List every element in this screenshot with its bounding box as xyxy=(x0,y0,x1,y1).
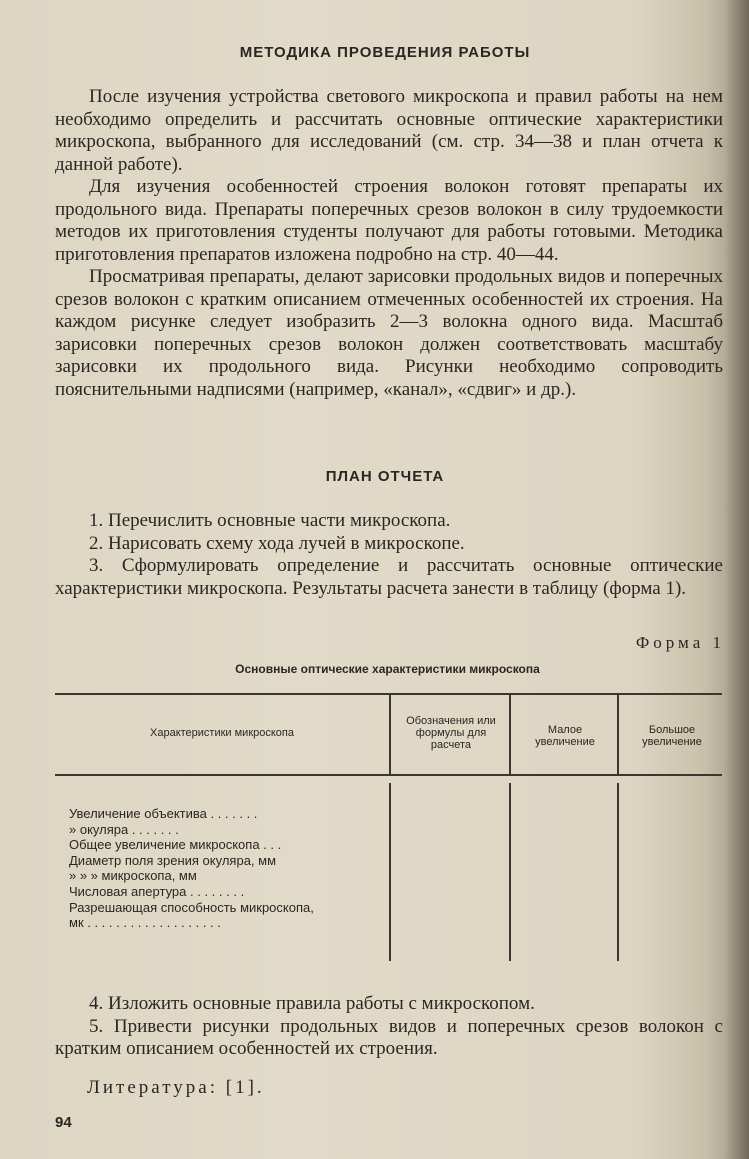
header-high-magnification: Большое увеличение xyxy=(642,724,702,748)
table-divider-1-header xyxy=(389,693,391,775)
table-divider-2 xyxy=(509,783,511,961)
plan-list-bottom xyxy=(55,993,723,1061)
method-text xyxy=(55,86,723,401)
form-label: Форма 1 xyxy=(635,633,725,652)
table-divider-3-header xyxy=(617,693,619,775)
plan-item-2: 2. Нарисовать схему хода лучей в микроскопе. xyxy=(89,532,465,554)
table-row: Общее увеличение микроскопа . . . xyxy=(69,837,282,853)
table-title: Основные оптические характеристики микроскопа xyxy=(235,662,540,676)
plan-list-top xyxy=(55,510,723,600)
page-number: 94 xyxy=(55,1114,72,1131)
table-row: Числовая апертура . . . . . . . . xyxy=(69,883,245,899)
characteristics-table xyxy=(55,693,722,963)
method-paragraph-3: Просматривая препараты, делают зарисовки продольных видов и поперечных срезов волокон с кратким описанием отмеченных особенностей их строения. На каждом рисунке следует изобразить 2—3 волокна одного вида. Масштаб зарисовки поперечных срезов волокон должен соответствовать масштабу зарисовки их продольного вида. Рисунки необходимо сопроводить пояснительными надписями (например, «канал», «сдвиг» и др.). xyxy=(55,266,723,400)
table-row: » окуляра . . . . . . . xyxy=(69,821,179,837)
header-low-magnification: Малое увеличение xyxy=(535,724,595,748)
table-row: Диаметр поля зрения окуляра, мм xyxy=(69,852,277,868)
table-divider-1 xyxy=(389,783,391,961)
plan-item-5: 5. Привести рисунки продольных видов и поперечных срезов волокон с кратким описанием особенностей их строения. xyxy=(55,1015,723,1059)
header-formulas: Обозначения или формулы для расчета xyxy=(406,715,496,751)
table-row: Разрешающая способность микроскопа, xyxy=(69,899,314,915)
plan-heading: ПЛАН ОТЧЕТА xyxy=(325,468,445,485)
literature: Литература: [1]. xyxy=(87,1077,265,1098)
plan-item-4: 4. Изложить основные правила работы с микроскопом. xyxy=(89,993,535,1014)
plan-item-1: 1. Перечислить основные части микроскопа. xyxy=(89,510,451,531)
table-row: мк . . . . . . . . . . . . . . . . . . . xyxy=(69,915,221,931)
table-divider-2-header xyxy=(509,693,511,775)
method-heading: МЕТОДИКА ПРОВЕДЕНИЯ РАБОТЫ xyxy=(239,44,531,61)
table-rows xyxy=(69,806,389,931)
header-characteristics: Характеристики микроскопа xyxy=(150,727,294,739)
table-row: » » » микроскопа, мм xyxy=(69,868,197,884)
method-paragraph-2: Для изучения особенностей строения волокон готовят препараты их продольного вида. Препараты поперечных срезов волокон в силу трудоемкости методов их приготовления студенты получают для работы готовыми. Методика приготовления препаратов изложена подробно на стр. 40—44. xyxy=(55,176,723,265)
plan-item-3: 3. Сформулировать определение и рассчитать основные оптические характеристики микроскопа. Результаты расчета занести в таблицу (форма 1). xyxy=(55,555,723,599)
page-edge-shadow xyxy=(725,0,749,1159)
table-row: Увеличение объектива . . . . . . . xyxy=(69,806,258,821)
method-paragraph-1: После изучения устройства светового микроскопа и правил работы на нем необходимо определить и рассчитать основные оптические характеристики микроскопа, выбранного для исследований (см. стр. 34—38 и план отчета к данной работе). xyxy=(55,86,723,175)
table-divider-3 xyxy=(617,783,619,961)
